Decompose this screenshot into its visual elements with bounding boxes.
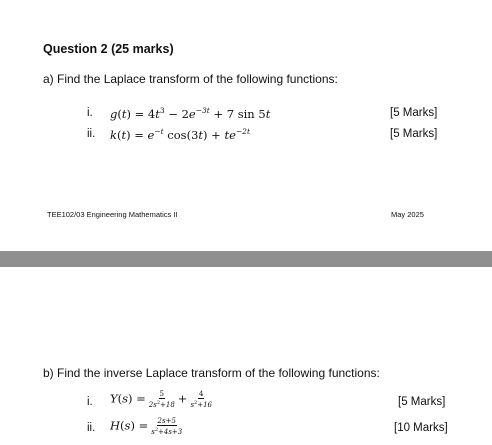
part-b-item-2-numeral: ii. [87,422,96,434]
part-b-item-2-marks: [10 Marks] [394,422,448,434]
page-2 [0,267,492,445]
part-a-item-2-marks: [5 Marks] [390,128,438,140]
part-b-item-1-numeral: i. [87,396,93,408]
part-b-item-1-marks: [5 Marks] [398,396,446,408]
part-a-item-2-numeral: ii. [87,128,96,140]
part-a-item-1-numeral: i. [87,107,93,119]
part-b-prompt: b) Find the inverse Laplace transform of the following functions: [43,366,380,380]
question-title: Question 2 (25 marks) [43,42,174,56]
part-a-prompt: a) Find the Laplace transform of the following functions: [43,72,338,86]
part-b-item-2-equation: H(s) = $\frac{2s+5}{s^2+4s+3}$ [110,417,183,436]
part-b-item-1-equation: Y(s) = $\frac{5}{2s^2+18}$ + $\frac{4}{s^2+16}$ [110,390,212,409]
part-a-item-1-equation: $g(t) = 4t^3 - 2e^{-3t} + 7$ sin 5t [110,106,271,121]
part-a-item-2-equation: $k(t) = e^{-t}$ $\cos(3t) + te^{-2t}$ [110,127,250,142]
footer-course: TEE102/03 Engineering Mathematics II [47,210,178,219]
page-separator [0,251,492,267]
footer-date: May 2025 [391,210,424,219]
part-a-item-1-marks: [5 Marks] [390,107,438,119]
